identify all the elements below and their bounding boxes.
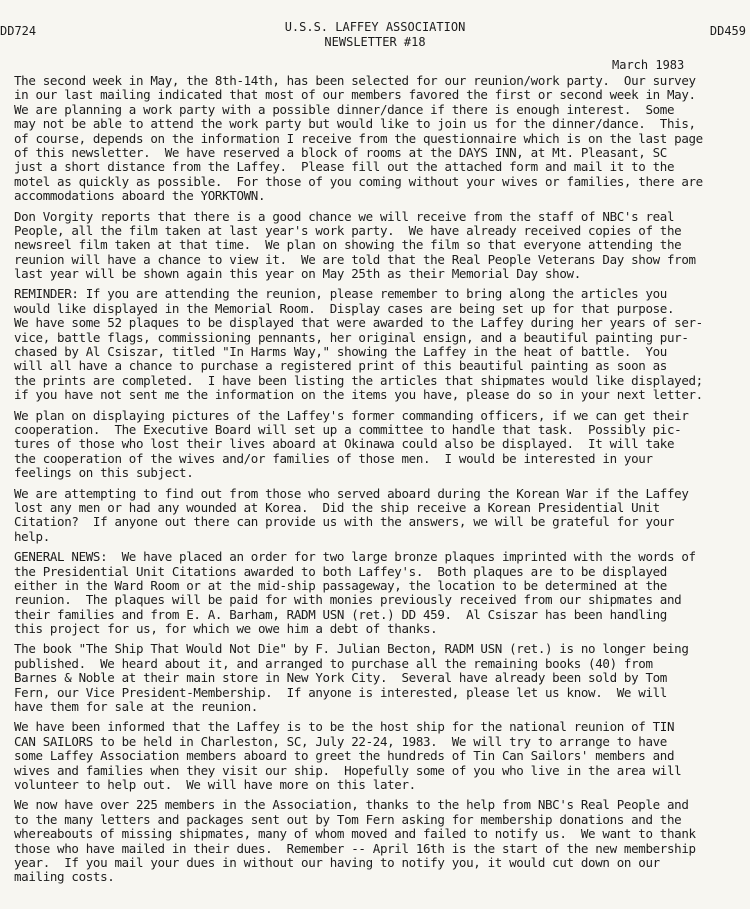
paragraph-line: chased by Al Csiszar, titled "In Harms Way," showing the Laffey in the heat of battle. You xyxy=(14,344,667,360)
paragraph-line: GENERAL NEWS: We have placed an order for two large bronze plaques imprinted with the words of xyxy=(14,549,696,565)
newsletter-paragraph xyxy=(14,720,744,792)
issue-date: March 1983 xyxy=(612,58,685,72)
paragraph-line: may not be able to attend the work party but would like to join us for the dinner/dance. This, xyxy=(14,116,696,132)
paragraph-line: We have been informed that the Laffey is to be the host ship for the national reunion of TIN xyxy=(14,719,675,735)
paragraph-line: volunteer to help out. We will have more on this later. xyxy=(14,776,416,792)
paragraph-line: would like displayed in the Memorial Room. Display cases are being set up for that purpose. xyxy=(14,300,675,316)
paragraph-line: those who have mailed in their dues. Remember -- April 16th is the start of the new membership xyxy=(14,840,696,856)
newsletter-body xyxy=(14,74,744,891)
hull-number-left: DD724 xyxy=(0,24,37,38)
paragraph-line: motel as quickly as possible. For those of you coming without your wives or families, there are xyxy=(14,173,703,189)
paragraph-line: published. We heard about it, and arranged to purchase all the remaining books (40) from xyxy=(14,655,653,671)
newsletter-paragraph xyxy=(14,487,744,545)
paragraph-line: the cooperation of the wives and/or families of those men. I would be interested in your xyxy=(14,450,653,466)
paragraph-line: whereabouts of missing shipmates, many of whom moved and failed to notify us. We want to thank xyxy=(14,826,696,842)
paragraph-line: CAN SAILORS to be held in Charleston, SC, July 22-24, 1983. We will try to arrange to have xyxy=(14,733,667,749)
paragraph-line: cooperation. The Executive Board will set up a committee to handle that task. Possibly pic- xyxy=(14,421,682,437)
paragraph-line: We plan on displaying pictures of the Laffey's former commanding officers, if we can get their xyxy=(14,407,689,423)
paragraph-line: The book "The Ship That Would Not Die" by F. Julian Becton, RADM USN (ret.) is no longer being xyxy=(14,641,689,657)
paragraph-line: either in the Ward Room or at the mid-ship passageway, the location to be determined at the xyxy=(14,577,667,593)
paragraph-line: feelings on this subject. xyxy=(14,465,194,481)
paragraph-line: some Laffey Association members aboard to greet the hundreds of Tin Can Sailors' members and xyxy=(14,748,675,764)
paragraph-line: in our last mailing indicated that most of our members favored the first or second week in May. xyxy=(14,87,696,103)
paragraph-line: Citation? If anyone out there can provide us with the answers, we will be grateful for your xyxy=(14,514,675,530)
newsletter-paragraph xyxy=(14,74,744,204)
paragraph-line: reunion. The plaques will be paid for with monies previously received from our shipmates and xyxy=(14,592,682,608)
paragraph-line: The second week in May, the 8th-14th, has been selected for our reunion/work party. Our survey xyxy=(14,73,696,88)
paragraph-line: wives and families when they visit our ship. Hopefully some of you who live in the area will xyxy=(14,762,682,778)
paragraph-line: accommodations aboard the YORKTOWN. xyxy=(14,188,266,204)
paragraph-line: if you have not sent me the information on the items you have, please do so in your next letter. xyxy=(14,387,703,403)
paragraph-line: lost any men or had any wounded at Korea. Did the ship receive a Korean Presidential Unit xyxy=(14,499,660,515)
paragraph-line: of this newsletter. We have reserved a block of rooms at the DAYS INN, at Mt. Pleasant, SC xyxy=(14,144,667,160)
paragraph-line: the Presidential Unit Citations awarded to both Laffey's. Both plaques are to be displayed xyxy=(14,563,667,579)
paragraph-line: We have some 52 plaques to be displayed that were awarded to the Laffey during her years of ser- xyxy=(14,315,703,331)
paragraph-line: vice, battle flags, commissioning pennants, her original ensign, and a beautiful painting pur- xyxy=(14,329,689,345)
newsletter-number: NEWSLETTER #18 xyxy=(324,35,426,49)
newsletter-paragraph xyxy=(14,798,744,884)
association-title: U.S.S. LAFFEY ASSOCIATION xyxy=(284,20,466,34)
paragraph-line: Barnes & Noble at their main store in New York City. Several have already been sold by Tom xyxy=(14,670,667,686)
paragraph-line: REMINDER: If you are attending the reunion, please remember to bring along the articles you xyxy=(14,286,667,302)
paragraph-line: People, all the film taken at last year's work party. We have already received copies of the xyxy=(14,222,682,238)
paragraph-line: We now have over 225 members in the Association, thanks to the help from NBC's Real People and xyxy=(14,797,689,813)
paragraph-line: this project for us, for which we owe him a debt of thanks. xyxy=(14,621,438,637)
paragraph-line: reunion will have a chance to view it. We are told that the Real People Veterans Day show from xyxy=(14,251,696,267)
newsletter-paragraph xyxy=(14,550,744,636)
paragraph-line: of course, depends on the information I receive from the questionnaire which is on the last page xyxy=(14,130,703,146)
newsletter-paragraph xyxy=(14,287,744,402)
paragraph-line: will all have a chance to purchase a registered print of this beautiful painting as soon as xyxy=(14,358,667,374)
paragraph-line: We are planning a work party with a possible dinner/dance if there is enough interest. Some xyxy=(14,101,675,117)
paragraph-line: last year will be shown again this year on May 25th as their Memorial Day show. xyxy=(14,266,581,282)
newsletter-header xyxy=(0,20,750,50)
paragraph-line: the prints are completed. I have been listing the articles that shipmates would like displayed; xyxy=(14,372,703,388)
paragraph-line: Fern, our Vice President-Membership. If anyone is interested, please let us know. We will xyxy=(14,684,667,700)
paragraph-line: just a short distance from the Laffey. Please fill out the attached form and mail it to the xyxy=(14,159,675,175)
paragraph-line: We are attempting to find out from those who served aboard during the Korean War if the Laffey xyxy=(14,485,689,501)
paragraph-line: to the many letters and packages sent out by Tom Fern asking for membership donations and the xyxy=(14,811,682,827)
paragraph-line: year. If you mail your dues in without our having to notify you, it would cut down on our xyxy=(14,854,660,870)
paragraph-line: have them for sale at the reunion. xyxy=(14,699,258,715)
paragraph-line: Don Vorgity reports that there is a good chance we will receive from the staff of NBC's real xyxy=(14,208,675,224)
paragraph-line: their families and from E. A. Barham, RADM USN (ret.) DD 459. Al Csiszar has been handling xyxy=(14,606,667,622)
paragraph-line: newsreel film taken at that time. We plan on showing the film so that everyone attending the xyxy=(14,237,682,253)
paragraph-line: help. xyxy=(14,528,50,544)
newsletter-paragraph xyxy=(14,642,744,714)
paragraph-line: mailing costs. xyxy=(14,869,115,885)
newsletter-paragraph xyxy=(14,409,744,481)
hull-number-right: DD459 xyxy=(709,24,746,38)
paragraph-line: tures of those who lost their lives aboard at Okinawa could also be displayed. It will take xyxy=(14,436,675,452)
newsletter-paragraph xyxy=(14,210,744,282)
